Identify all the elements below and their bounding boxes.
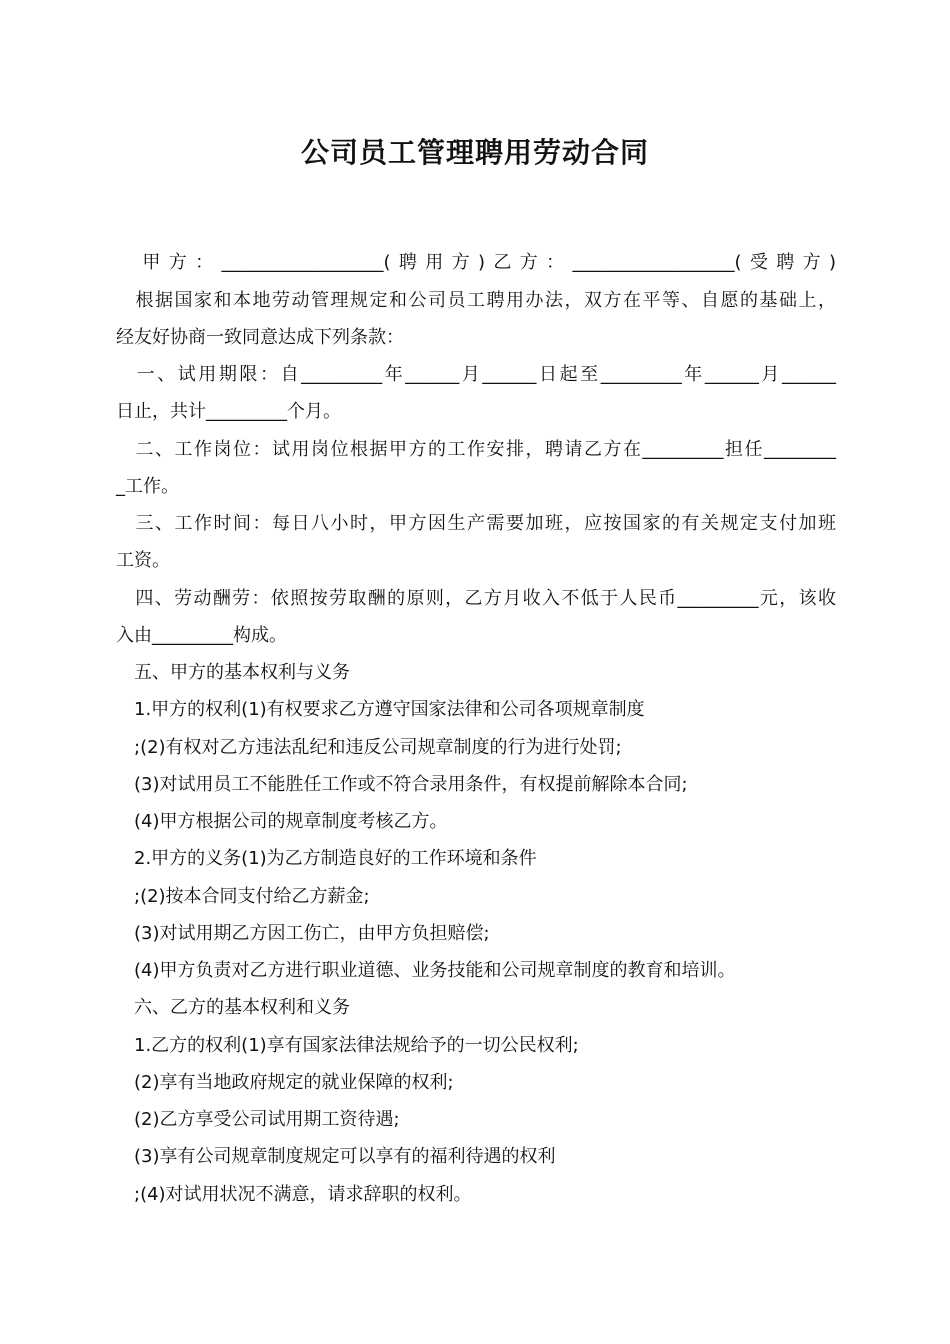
clause-4-line-2: 入由_________构成。 [116, 625, 287, 646]
section-6-item: 1.乙方的权利(1)享有国家法律法规给予的一切公民权利; [116, 1035, 579, 1056]
section-5-heading: 五、甲方的基本权利与义务 [116, 662, 350, 683]
party-line: 甲方：__________________(聘用方)乙方：__________________(受聘方) [116, 252, 836, 273]
preamble-line-2: 经友好协商一致同意达成下列条款： [116, 327, 404, 348]
section-6-item: (3)享有公司规章制度规定可以享有的福利待遇的权利 [116, 1146, 556, 1167]
clause-2-line-2: _工作。 [116, 476, 179, 497]
section-6-heading: 六、乙方的基本权利和义务 [116, 997, 350, 1018]
section-5-item: (3)对试用期乙方因工伤亡，由甲方负担赔偿; [116, 923, 490, 944]
preamble-line-1: 根据国家和本地劳动管理规定和公司员工聘用办法，双方在平等、自愿的基础上， [116, 290, 836, 311]
section-6-item: (2)享有当地政府规定的就业保障的权利; [116, 1072, 454, 1093]
section-5-item: ;(2)有权对乙方违法乱纪和违反公司规章制度的行为进行处罚; [116, 737, 622, 758]
section-5-item: (4)甲方负责对乙方进行职业道德、业务技能和公司规章制度的教育和培训。 [116, 960, 736, 981]
section-5-item: (3)对试用员工不能胜任工作或不符合录用条件，有权提前解除本合同; [116, 774, 688, 795]
section-5-item: (4)甲方根据公司的规章制度考核乙方。 [116, 811, 448, 832]
section-6-item: (2)乙方享受公司试用期工资待遇; [116, 1109, 400, 1130]
document-title: 公司员工管理聘用劳动合同 [300, 136, 649, 169]
section-6-item: ;(4)对试用状况不满意，请求辞职的权利。 [116, 1184, 472, 1205]
clause-1-line-1: 一、试用期限：自_________年______月______日起至_________年______月______ [116, 364, 836, 385]
clause-2-line-1: 二、工作岗位：试用岗位根据甲方的工作安排，聘请乙方在_________担任________ [116, 439, 836, 460]
section-5-item: ;(2)按本合同支付给乙方薪金; [116, 886, 370, 907]
clause-3-line-2: 工资。 [116, 550, 170, 571]
section-5-item: 1.甲方的权利(1)有权要求乙方遵守国家法律和公司各项规章制度 [116, 699, 645, 720]
section-5-item: 2.甲方的义务(1)为乙方制造良好的工作环境和条件 [116, 848, 537, 869]
clause-4-line-1: 四、劳动酬劳：依照按劳取酬的原则，乙方月收入不低于人民币_________元，该收 [116, 588, 836, 609]
clause-3-line-1: 三、工作时间：每日八小时，甲方因生产需要加班，应按国家的有关规定支付加班 [116, 513, 836, 534]
clause-1-line-2: 日止，共计_________个月。 [116, 401, 341, 422]
